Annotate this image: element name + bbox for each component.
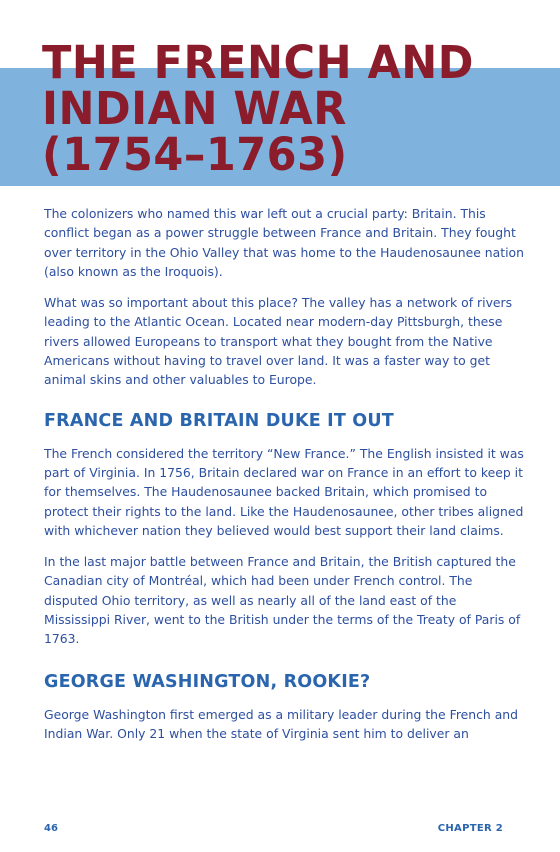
paragraph-valley: What was so important about this place? The valley has a network of rivers leading to the Atlantic Ocean. Located near modern-day Pittsburgh, these rivers allowed Europeans to transport what they bought from the Native Americans without having to travel over land. It was a faster way to get animal skins and other valuables to Europe. <box>44 295 513 388</box>
title-line-2: INDIAN WAR <box>42 83 347 136</box>
page-number: 46 <box>44 823 58 834</box>
paragraph-intro: The colonizers who named this war left out a crucial party: Britain. This conflict began as a power struggle between France and Britain. They fought over territory in the Ohio Valley that was home to the Haudenosaunee nation (also known as the Iroquois). <box>44 206 524 279</box>
chapter-label: CHAPTER 2 <box>437 823 503 834</box>
page-title <box>42 36 542 182</box>
paragraph-new-france: The French considered the territory “New France.” The English insisted it was part of Virginia. In 1756, Britain declared war on France in an effort to keep it for themselves. The Haudenosaunee backed Britain, which promised to protect their rights to the land. Like the Haudenosaunee, other tribes aligned with whichever nation they believed would best support their land claims. <box>44 445 524 538</box>
section-heading-france-britain: FRANCE AND BRITAIN DUKE IT OUT <box>44 410 394 431</box>
title-line-1: THE FRENCH AND <box>42 36 474 90</box>
section-heading-washington: GEORGE WASHINGTON, ROOKIE? <box>44 671 371 692</box>
title-line-3: (1754–1763) <box>42 129 348 182</box>
paragraph-montreal: In the last major battle between France and Britain, the British captured the Canadian city of Montréal, which had been under French control. The disputed Ohio territory, as well as nearly all of the land east of the Mississippi River, went to the British under the terms of the Treaty of Paris of 1763. <box>44 554 521 647</box>
paragraph-washington: George Washington first emerged as a military leader during the French and Indian War. Only 21 when the state of Virginia sent him to deliver an <box>44 706 519 741</box>
body-content <box>44 204 524 755</box>
